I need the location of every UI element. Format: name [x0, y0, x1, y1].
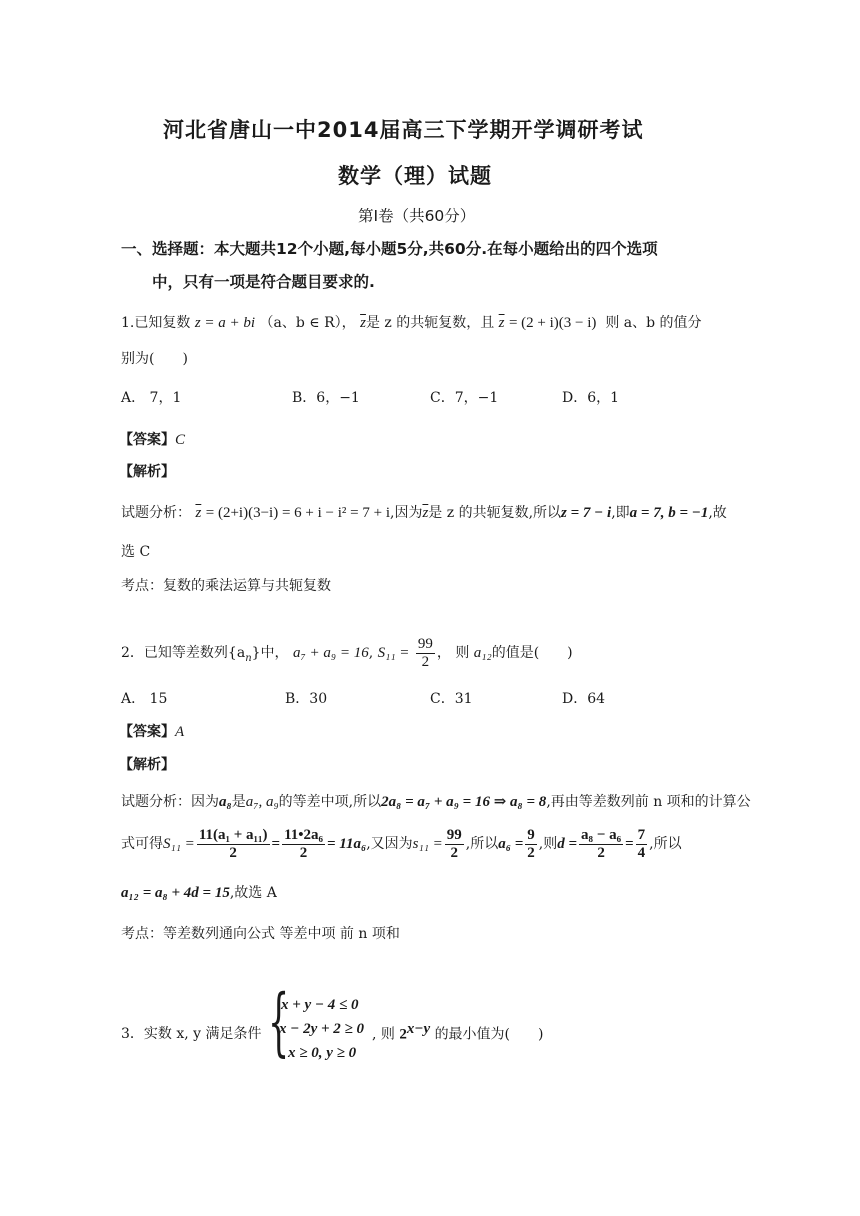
- question-2-kaodian: 考点：等差数列通向公式 等差中项 前 n 项和: [121, 926, 400, 942]
- question-2-analysis-line2: 式可得S₁₁ = $\frac{\text{11(a₁ + a₁₁)}}{2}$ = $\frac{\text{11•2a₆}}{2}$ = 11a₆,又因为s₁₁ = $\frac{99}{2}$ ,所以a₆ = $\frac{9}{2}$ ,则d = $\frac{\text{a₈ − a₆}}{2}$ = $\frac{7}{4}$ ,所以: [121, 827, 682, 861]
- question-2-option-b: B．30: [285, 691, 328, 707]
- brace-symbol: {: [268, 979, 290, 1065]
- question-2-stem: 2．已知等差数列$\{a_n\}$中， a₇ + a₉ = 16, S₁₁ = $\frac{99}{2}$ ， 则 a₁₂的值是( ): [121, 636, 573, 670]
- section-instructions: 一、选择题：本大题共12个小题,每小题5分,共60分.在每小题给出的四个选项: [121, 240, 658, 258]
- question-2-option-a: A． 15: [121, 691, 168, 707]
- question-2-analysis-line3: a₁₂ = a₈ + 4d = 15,故选 A: [121, 885, 277, 901]
- question-1-stem-cont: 别为( ): [121, 351, 188, 367]
- question-1-option-c: C．7，−1: [430, 390, 499, 406]
- question-1-analysis: 试题分析： $\overline{z} = (2+i)(3-i) = 6 + i - i^2 = 7 + i$,因为$\overline{z}$是 z 的共轭复数,所以z = 7 − i,即a = 7, b = −1,故: [121, 505, 727, 521]
- section-instructions-cont: 中，只有一项是符合题目要求的.: [152, 273, 375, 291]
- question-1-answer: 【答案】C: [119, 432, 186, 448]
- question-1-option-a: A． 7，1: [121, 390, 182, 406]
- question-1-option-d: D．6，1: [562, 390, 620, 406]
- question-2-option-d: D．64: [562, 691, 606, 707]
- question-3-stem-b: , 则 $2^{x-y}$ 的最小值为( ): [372, 1021, 544, 1043]
- question-number: 1.: [121, 315, 135, 331]
- question-1-analysis-tag: 【解析】: [119, 464, 175, 480]
- question-2-option-c: C．31: [430, 691, 473, 707]
- page-subtitle: 数学（理）试题: [338, 164, 492, 188]
- question-3-condition-3: x ≥ 0, y ≥ 0: [288, 1045, 357, 1061]
- page-title: 河北省唐山一中2014届高三下学期开学调研考试: [163, 118, 644, 142]
- question-3-condition-1: x + y − 4 ≤ 0: [281, 997, 359, 1013]
- question-1-kaodian: 考点：复数的乘法运算与共轭复数: [121, 578, 331, 594]
- question-2-analysis-line1: 试题分析：因为a₈是a₇, a₉的等差中项,所以2a₈ = a₇ + a₉ = 16 ⇒ a₈ = 8,再由等差数列前 n 项和的计算公: [121, 794, 751, 810]
- question-3-stem-a: 3．实数 x, y 满足条件: [121, 1026, 262, 1042]
- question-1-option-b: B．6，−1: [292, 390, 360, 406]
- volume-label: 第Ⅰ卷（共60分）: [358, 207, 476, 225]
- question-3-condition-2: x − 2y + 2 ≥ 0: [279, 1021, 365, 1037]
- question-2-answer: 【答案】A: [119, 724, 185, 740]
- question-1-analysis-cont: 选 C: [121, 544, 151, 560]
- question-1-stem: 1.已知复数 z = a + bi （a、b ∈ R）， $\overline{z}$是 z 的共轭复数，且 $\overline{z} = (2 + i)(3 - i)$ 则 a、b 的值分: [121, 315, 702, 331]
- question-2-analysis-tag: 【解析】: [119, 757, 175, 773]
